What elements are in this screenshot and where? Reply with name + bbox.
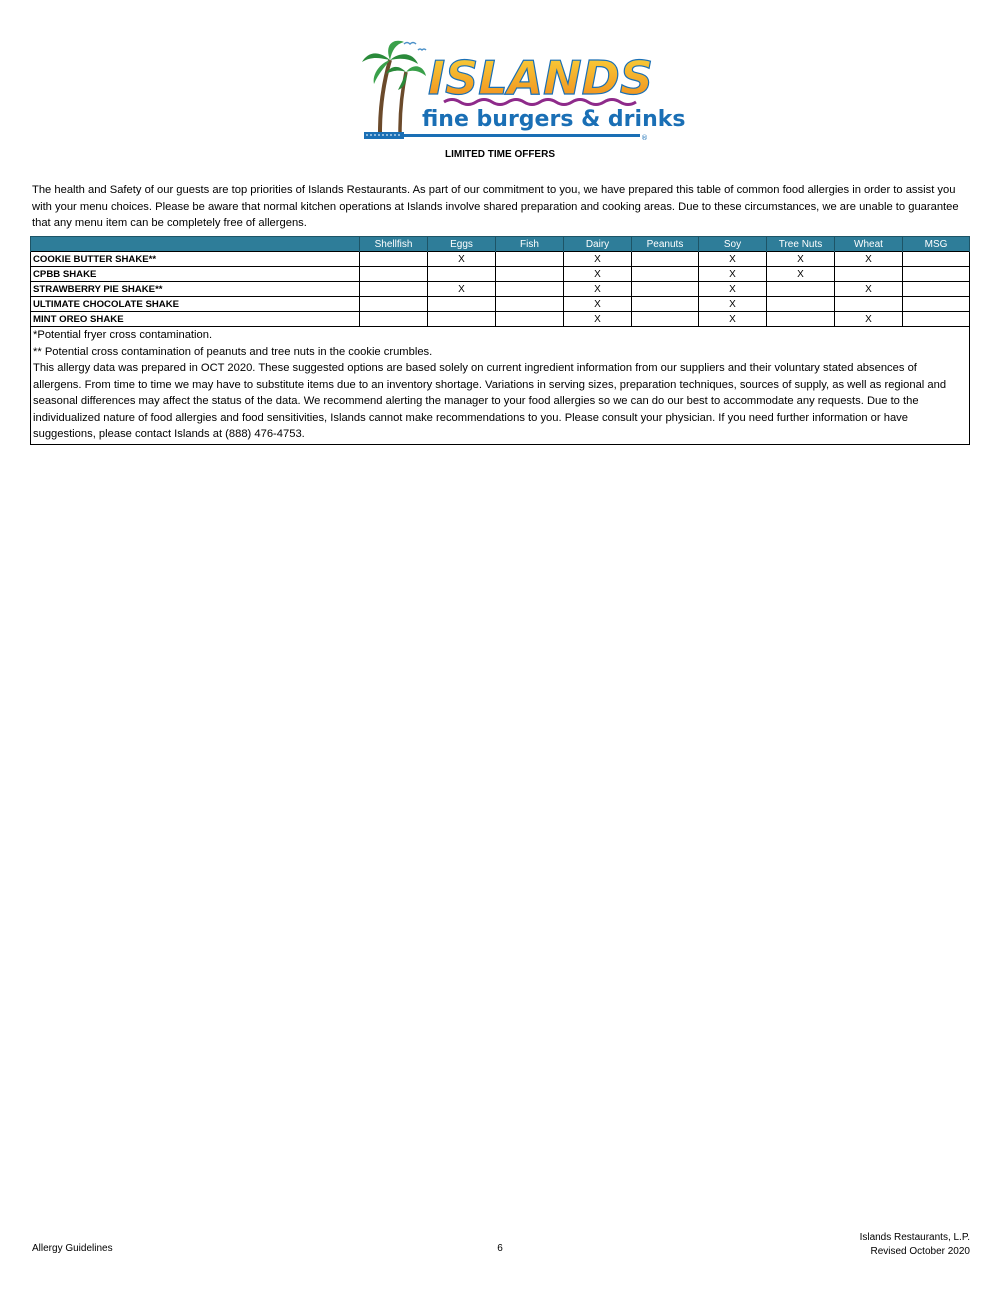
- logo-tagline: fine burgers & drinks: [422, 107, 686, 132]
- allergen-cell: X: [699, 297, 767, 312]
- allergen-cell: [835, 267, 903, 282]
- allergen-cell: [496, 312, 564, 327]
- column-header-msg: MSG: [903, 237, 970, 252]
- note-fryer: *Potential fryer cross contamination.: [33, 329, 213, 341]
- footer-revised: Revised October 2020: [870, 1246, 970, 1257]
- intro-paragraph: The health and Safety of our guests are top priorities of Islands Restaurants. As part of our commitment to you, we have prepared this table of common food allergies in order to assist you with your menu choices. Please be aware that normal kitchen operations at Islands involve shared preparation and cooking areas. Due to these circumstances, we are unable to guarantee that any menu item can be completely free of allergens.: [32, 184, 959, 229]
- footer-doc-title: Allergy Guidelines: [32, 1243, 113, 1254]
- page-number: 6: [497, 1243, 503, 1254]
- page-title: LIMITED TIME OFFERS: [445, 149, 555, 160]
- allergen-cell: X: [699, 252, 767, 267]
- table-row: [31, 267, 970, 282]
- allergen-cell: [632, 312, 699, 327]
- allergen-cell: X: [699, 267, 767, 282]
- islands-logo: [358, 36, 686, 144]
- allergen-cell: [360, 282, 428, 297]
- column-header-soy: Soy: [699, 237, 767, 252]
- allergen-cell: [360, 267, 428, 282]
- column-header-wheat: Wheat: [835, 237, 903, 252]
- allergy-table: [30, 236, 970, 445]
- allergen-cell: X: [699, 312, 767, 327]
- logo-base-strip: [364, 132, 640, 139]
- allergen-cell: [903, 267, 970, 282]
- table-row: [31, 252, 970, 267]
- column-header-tree-nuts: Tree Nuts: [767, 237, 835, 252]
- allergen-cell: X: [564, 297, 632, 312]
- allergen-cell: [903, 297, 970, 312]
- allergen-cell: [903, 282, 970, 297]
- column-header-dairy: Dairy: [564, 237, 632, 252]
- allergen-cell: [496, 297, 564, 312]
- allergen-cell: X: [564, 312, 632, 327]
- table-row: [31, 297, 970, 312]
- allergen-cell: X: [564, 252, 632, 267]
- allergen-cell: [428, 267, 496, 282]
- table-notes: [31, 327, 970, 445]
- column-header-shellfish: Shellfish: [360, 237, 428, 252]
- allergen-cell: [767, 312, 835, 327]
- allergen-cell: X: [428, 252, 496, 267]
- allergen-cell: X: [835, 252, 903, 267]
- table-row: [31, 312, 970, 327]
- allergen-cell: [835, 297, 903, 312]
- logo-brand: ISLANDS: [428, 51, 653, 105]
- column-header-eggs: Eggs: [428, 237, 496, 252]
- registered-mark: ®: [641, 134, 648, 142]
- allergen-cell: X: [767, 252, 835, 267]
- menu-item-name: STRAWBERRY PIE SHAKE**: [31, 282, 360, 297]
- column-header-peanuts: Peanuts: [632, 237, 699, 252]
- allergen-cell: [360, 297, 428, 312]
- allergen-cell: [767, 297, 835, 312]
- allergen-cell: [632, 297, 699, 312]
- allergen-cell: [632, 282, 699, 297]
- allergen-cell: [360, 312, 428, 327]
- table-header-row: [31, 237, 970, 252]
- menu-item-name: MINT OREO SHAKE: [31, 312, 360, 327]
- allergen-cell: X: [835, 312, 903, 327]
- allergen-cell: [632, 267, 699, 282]
- notes-row: [31, 327, 970, 445]
- allergen-cell: [428, 312, 496, 327]
- allergen-cell: X: [564, 282, 632, 297]
- menu-item-name: ULTIMATE CHOCOLATE SHAKE: [31, 297, 360, 312]
- allergen-cell: [632, 252, 699, 267]
- table-row: [31, 282, 970, 297]
- birds-icon: [404, 43, 426, 51]
- allergen-cell: X: [428, 282, 496, 297]
- note-disclaimer: This allergy data was prepared in OCT 2020. These suggested options are based solely on current ingredient information from our suppliers and their voluntary stated absences of allergens. From time to time we may have to substitute items due to an inventory shortage. Variations in serving sizes, preparation techniques, sources of supply, as well as regional and seasonal differences may affect the status of the data. We recommend alerting the manager to your food allergies so we can do our best to accommodate any requests. Due to the individualized nature of food allergies and food sensitivities, Islands cannot make recommendations to you. Please consult your physician. If you need further information or have suggestions, please contact Islands at (888) 476-4753.: [33, 362, 947, 440]
- column-header: [31, 237, 360, 252]
- allergen-cell: [903, 252, 970, 267]
- footer-company-info: [860, 1231, 970, 1259]
- allergen-cell: X: [699, 282, 767, 297]
- allergen-cell: [903, 312, 970, 327]
- allergen-cell: X: [564, 267, 632, 282]
- allergen-cell: [767, 282, 835, 297]
- palm-tree-icon: [362, 41, 426, 132]
- menu-item-name: COOKIE BUTTER SHAKE**: [31, 252, 360, 267]
- allergen-cell: [360, 252, 428, 267]
- allergen-cell: X: [835, 282, 903, 297]
- allergen-cell: [496, 267, 564, 282]
- column-header-fish: Fish: [496, 237, 564, 252]
- menu-item-name: CPBB SHAKE: [31, 267, 360, 282]
- allergen-cell: [496, 252, 564, 267]
- allergen-cell: X: [767, 267, 835, 282]
- allergen-cell: [496, 282, 564, 297]
- footer-company: Islands Restaurants, L.P.: [859, 1232, 970, 1243]
- allergen-cell: [428, 297, 496, 312]
- note-cookie-crumbles: ** Potential cross contamination of peanuts and tree nuts in the cookie crumbles.: [33, 345, 433, 358]
